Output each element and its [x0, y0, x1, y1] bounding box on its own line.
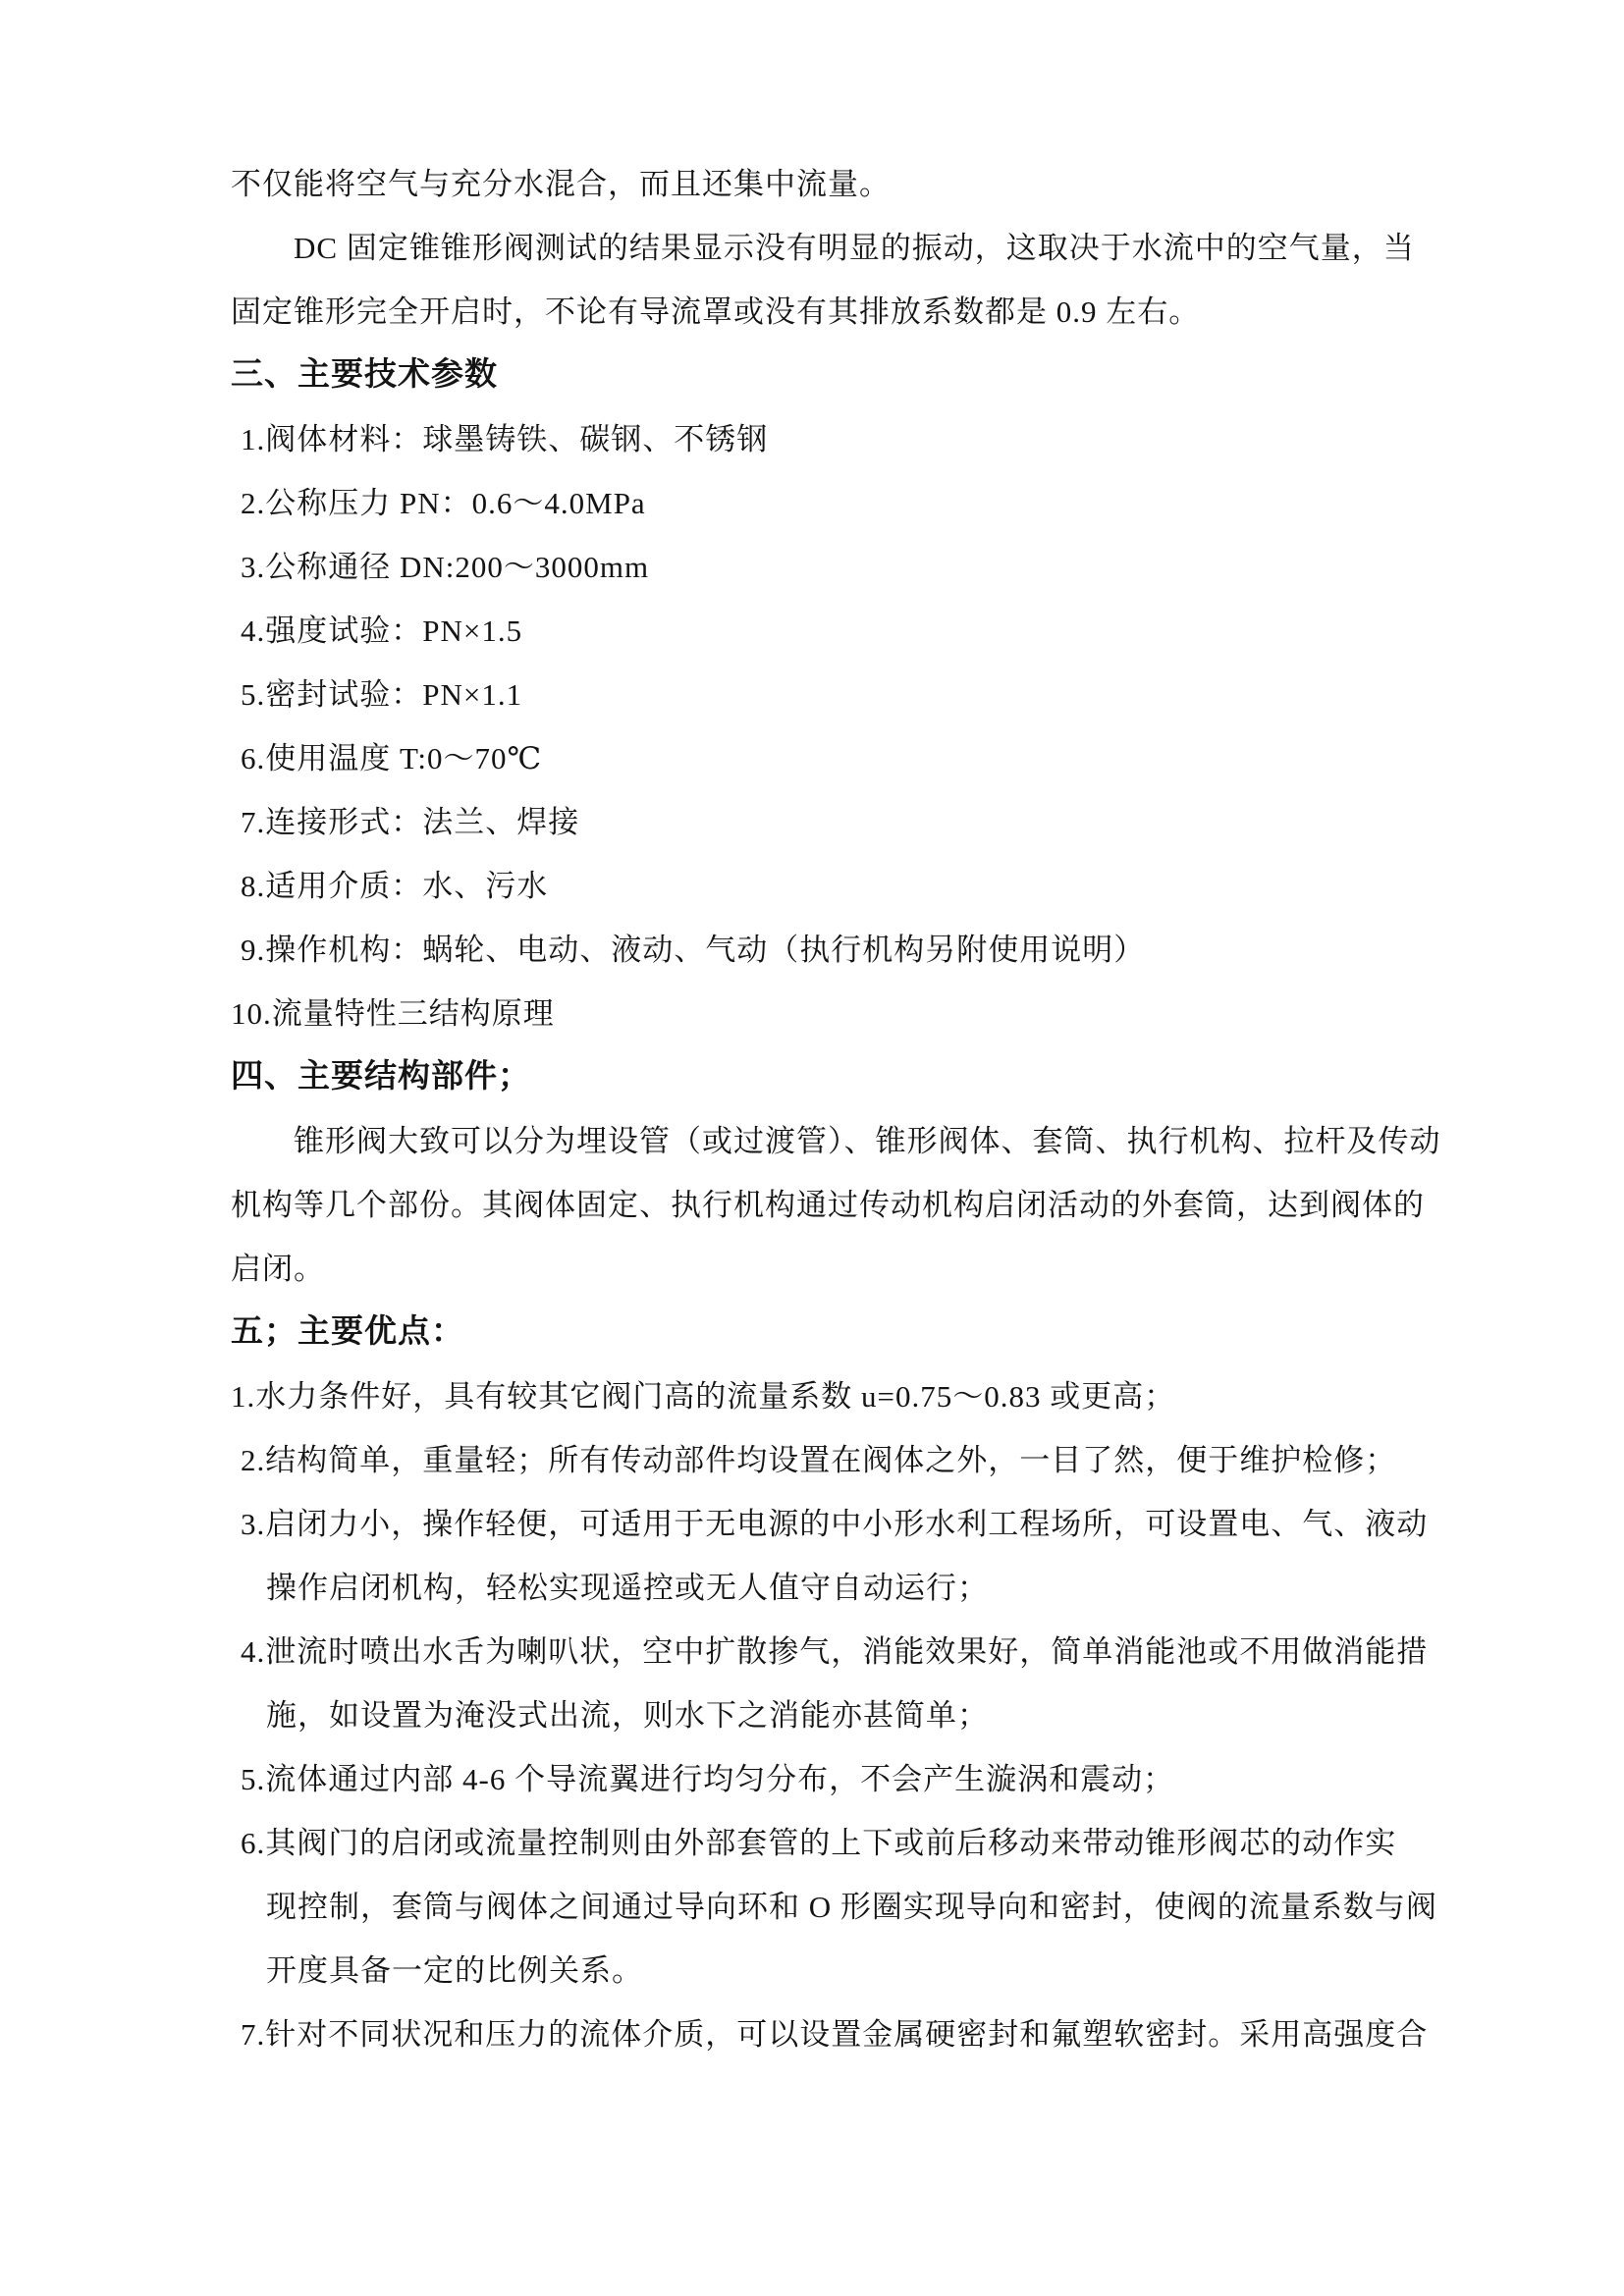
list-item: 7.针对不同状况和压力的流体介质，可以设置金属硬密封和氟塑软密封。采用高强度合 — [241, 2017, 1429, 2052]
list-item: 6.使用温度 T:0～70℃ — [241, 741, 543, 775]
list-item: 6.其阀门的启闭或流量控制则由外部套管的上下或前后移动来带动锥形阀芯的动作实 — [241, 1826, 1397, 1860]
list-item: 5.流体通过内部 4-6 个导流翼进行均匀分布，不会产生漩涡和震动； — [241, 1762, 1175, 1796]
list-item: 8.适用介质：水、污水 — [241, 869, 549, 903]
section-heading: 四、主要结构部件； — [231, 1059, 531, 1095]
section-heading: 五；主要优点： — [231, 1314, 464, 1350]
list-item: 1.阀体材料：球墨铸铁、碳钢、不锈钢 — [241, 422, 769, 456]
paragraph-line: 机构等几个部份。其阀体固定、执行机构通过传动机构启闭活动的外套筒，达到阀体的 — [231, 1188, 1425, 1222]
paragraph-line: 锥形阀大致可以分为埋设管（或过渡管）、锥形阀体、套筒、执行机构、拉杆及传动 — [294, 1124, 1441, 1158]
list-item: 1.水力条件好，具有较其它阀门高的流量系数 u=0.75～0.83 或更高； — [231, 1379, 1176, 1414]
paragraph-line: DC 固定锥锥形阀测试的结果显示没有明显的振动，这取决于水流中的空气量，当 — [294, 231, 1415, 265]
list-item: 7.连接形式：法兰、焊接 — [241, 805, 580, 839]
list-item: 9.操作机构：蜗轮、电动、液动、气动（执行机构另附使用说明） — [241, 933, 1146, 967]
list-item: 4.强度试验：PN×1.5 — [241, 614, 523, 648]
list-item: 3.公称通径 DN:200～3000mm — [241, 550, 650, 584]
paragraph-line: 启闭。 — [231, 1252, 325, 1286]
list-item: 4.泄流时喷出水舌为喇叭状，空中扩散掺气，消能效果好，简单消能池或不用做消能措 — [241, 1634, 1429, 1669]
list-item-continuation: 操作启闭机构，轻松实现遥控或无人值守自动运行； — [266, 1571, 989, 1605]
paragraph-line: 固定锥形完全开启时，不论有导流罩或没有其排放系数都是 0.9 左右。 — [231, 294, 1201, 329]
list-item-continuation: 现控制，套筒与阀体之间通过导向环和 O 形圈实现导向和密封，使阀的流量系数与阀 — [266, 1890, 1437, 1924]
list-item: 3.启闭力小，操作轻便，可适用于无电源的中小形水利工程场所，可设置电、气、液动 — [241, 1507, 1429, 1541]
list-item: 5.密封试验：PN×1.1 — [241, 677, 523, 712]
paragraph-line: 不仅能将空气与充分水混合，而且还集中流量。 — [231, 167, 891, 201]
document-content — [231, 152, 1478, 2066]
list-item: 2.公称压力 PN：0.6～4.0MPa — [241, 486, 646, 520]
list-item-continuation: 施，如设置为淹没式出流，则水下之消能亦甚简单； — [266, 1698, 989, 1733]
list-item: 10.流量特性三结构原理 — [231, 996, 555, 1031]
list-item-continuation: 开度具备一定的比例关系。 — [266, 1953, 643, 1988]
list-item: 2.结构简单，重量轻；所有传动部件均设置在阀体之外，一目了然，便于维护检修； — [241, 1443, 1397, 1477]
section-heading: 三、主要技术参数 — [231, 357, 498, 393]
